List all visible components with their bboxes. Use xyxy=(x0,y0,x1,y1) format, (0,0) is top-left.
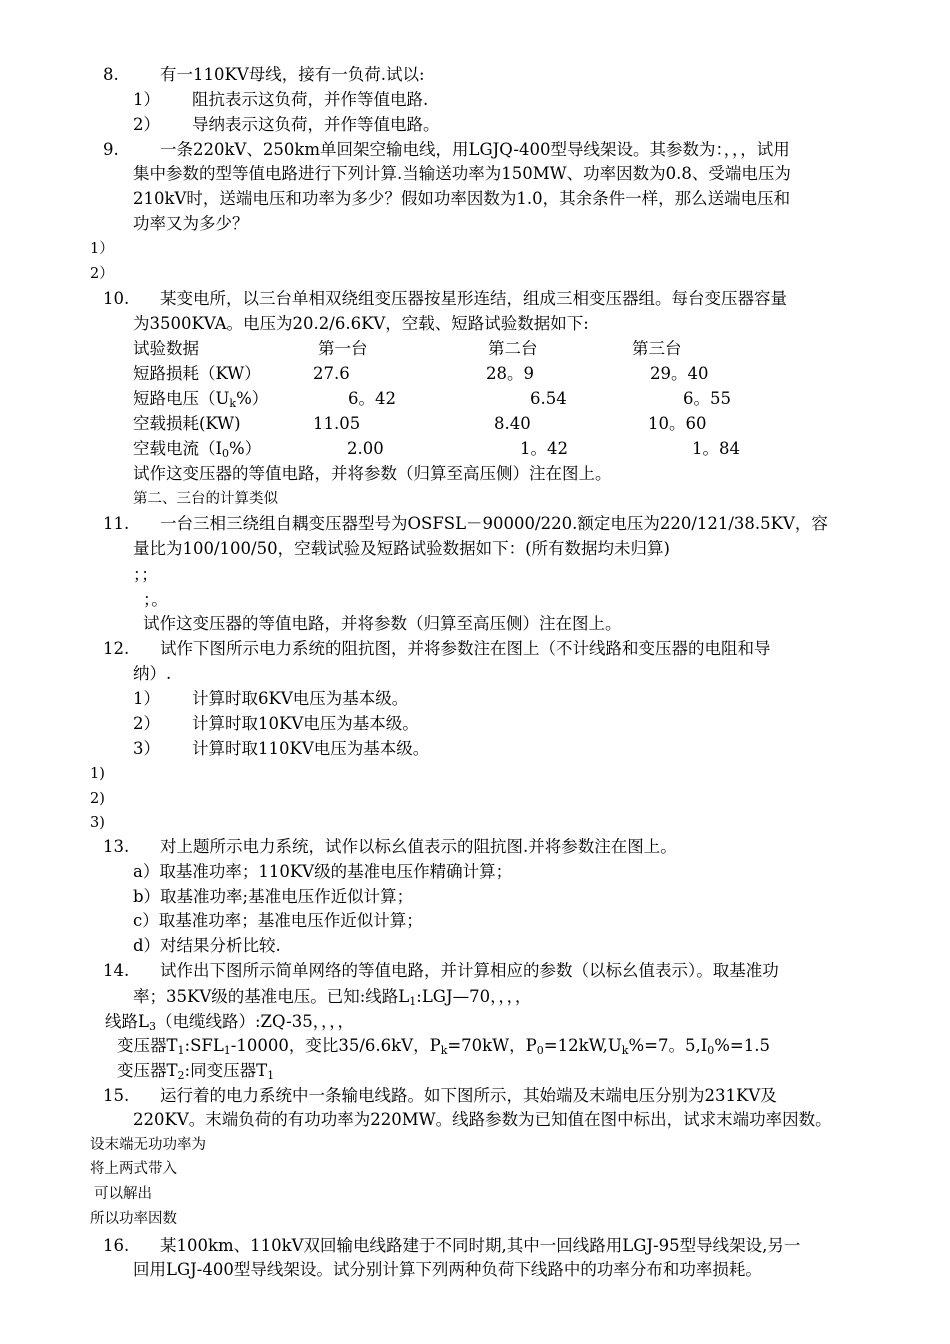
question-number: 13. xyxy=(103,837,130,856)
question-text: 一台三相三绕组自耦变压器型号为OSFSL－90000/220.额定电压为220/121/38.5KV，容 xyxy=(160,514,828,533)
item-label: 2） xyxy=(133,115,160,134)
question-text: 运行着的电力系统中一条输电线路。如下图所示，其始端及末端电压分别为231KV及 xyxy=(160,1086,777,1105)
question-text: 为3500KVA。电压为20.2/6.6KV，空载、短路试验数据如下: xyxy=(133,314,589,333)
question-text: 变压器$T_1:SFL_1-10000$，变比35/6.6kV，$P_k=70kW$，$P_0=12kW,U_k\%=7$。$5,I_0\%=1.5$ xyxy=(117,1036,770,1057)
table-cell: 2.00 xyxy=(347,439,384,458)
question-text: 功率又为多少？ xyxy=(133,214,249,233)
table-cell: 27.6 xyxy=(313,364,350,383)
question-text: 集中参数的型等值电路进行下列计算.当输送功率为150MW、功率因数为0.8、受端电压为 xyxy=(133,164,791,183)
question-text: 量比为100/100/50，空载试验及短路试验数据如下：(所有数据均未归算) xyxy=(133,539,670,558)
question-text: ；。 xyxy=(143,590,168,609)
answer-label: 2) xyxy=(90,791,105,807)
table-row-label: 短路电压$(U_k\%)$ xyxy=(133,389,269,410)
question-text: 有一110KV母线，接有一负荷.试以: xyxy=(160,65,425,84)
question-text: ；； xyxy=(133,565,158,584)
item-label: 2） xyxy=(133,714,160,733)
table-cell: 28。9 xyxy=(486,364,534,383)
question-text: 纳）. xyxy=(133,664,172,683)
table-header: 第二台 xyxy=(488,339,538,358)
solution-step: 所以功率因数 xyxy=(90,1211,177,1227)
solution-step: 将上两式带入 xyxy=(90,1161,177,1177)
answer-label: 1） xyxy=(90,241,114,257)
answer-label: 3) xyxy=(90,815,105,831)
table-cell: 1。42 xyxy=(520,439,568,458)
question-text: 220KV。末端负荷的有功功率为220MW。线路参数为已知值在图中标出，试求末端功率因数。 xyxy=(133,1110,832,1129)
question-text: 某100km、110kV双回输电线路建于不同时期,其中一回线路用LGJ-95型导线架设,另一 xyxy=(160,1236,801,1255)
item-text: d）对结果分析比较. xyxy=(133,936,281,955)
question-text: 试作这变压器的等值电路，并将参数（归算至高压侧）注在图上。 xyxy=(133,464,612,483)
answer-label: 2） xyxy=(90,266,114,282)
item-label: 3） xyxy=(133,739,160,758)
solution-step: 可以解出 xyxy=(94,1186,152,1202)
question-number: 15. xyxy=(103,1086,130,1105)
question-text: 对上题所示电力系统，试作以标幺值表示的阻抗图.并将参数注在图上。 xyxy=(160,837,677,856)
table-header: 试验数据 xyxy=(133,339,199,358)
table-cell: 29。40 xyxy=(650,364,709,383)
question-text: 线路$L_3$（电缆线路）:ZQ-35，，，， xyxy=(105,1012,354,1033)
question-text: 某变电所，以三台单相双绕组变压器按星形连结，组成三相变压器组。每台变压器容量 xyxy=(160,289,787,308)
table-row-label: 空载损耗(KW) xyxy=(133,414,241,433)
answer-note: 第二、三台的计算类似 xyxy=(133,491,278,507)
item-text: 计算时取110KV电压为基本级。 xyxy=(192,739,430,758)
item-text: b）取基准功率;基准电压作近似计算； xyxy=(133,887,414,906)
solution-step: 设末端无功功率为 xyxy=(90,1137,206,1153)
item-text: 计算时取10KV电压为基本级。 xyxy=(192,714,419,733)
item-text: 计算时取6KV电压为基本级。 xyxy=(192,689,409,708)
item-text: a）取基准功率；110KV级的基准电压作精确计算； xyxy=(133,862,513,881)
table-cell: 6。42 xyxy=(348,389,396,408)
table-cell: 10。60 xyxy=(648,414,707,433)
question-text: 210kV时，送端电压和功率为多少？假如功率因数为1.0，其余条件一样，那么送端电压和 xyxy=(133,189,791,208)
question-number: 16. xyxy=(103,1236,130,1255)
question-text: 试作这变压器的等值电路，并将参数（归算至高压侧）注在图上。 xyxy=(143,614,622,633)
table-row-label: 短路损耗（KW） xyxy=(133,364,261,383)
question-text: 一条220kV、250km单回架空输电线，用LGJQ-400型导线架设。其参数为：，，，试用 xyxy=(160,140,790,159)
table-cell: 6。55 xyxy=(683,389,731,408)
item-text: 阻抗表示这负荷，并作等值电路. xyxy=(192,90,429,109)
item-text: 导纳表示这负荷，并作等值电路。 xyxy=(192,115,440,134)
item-label: 1） xyxy=(133,90,160,109)
table-header: 第三台 xyxy=(632,339,682,358)
item-label: 1） xyxy=(133,689,160,708)
question-number: 10. xyxy=(103,289,130,308)
question-number: 11. xyxy=(103,514,130,533)
table-cell: 1。84 xyxy=(692,439,740,458)
question-number: 8. xyxy=(103,65,119,84)
question-number: 9. xyxy=(103,140,119,159)
question-text: 试作出下图所示简单网络的等值电路，并计算相应的参数（以标幺值表示）。取基准功 xyxy=(160,961,779,980)
table-header: 第一台 xyxy=(318,339,368,358)
table-cell: 8.40 xyxy=(494,414,531,433)
question-text: 回用LGJ-400型导线架设。试分别计算下列两种负荷下线路中的功率分布和功率损耗。 xyxy=(133,1260,762,1279)
item-text: c）取基准功率；基准电压作近似计算； xyxy=(133,911,423,930)
question-number: 14. xyxy=(103,961,130,980)
answer-label: 1) xyxy=(90,766,105,782)
question-text: 变压器$T_2$:同变压器$T_1$ xyxy=(117,1061,275,1082)
question-text: 试作下图所示电力系统的阻抗图，并将参数注在图上（不计线路和变压器的电阻和导 xyxy=(160,639,771,658)
question-number: 12. xyxy=(103,639,130,658)
question-text: 率；35KV级的基准电压。已知:线路$L_1:LGJ—70$，，，， xyxy=(133,987,532,1008)
table-row-label: 空载电流$(I_0\%)$ xyxy=(133,439,262,460)
table-cell: 6.54 xyxy=(530,389,567,408)
table-cell: 11.05 xyxy=(313,414,361,433)
